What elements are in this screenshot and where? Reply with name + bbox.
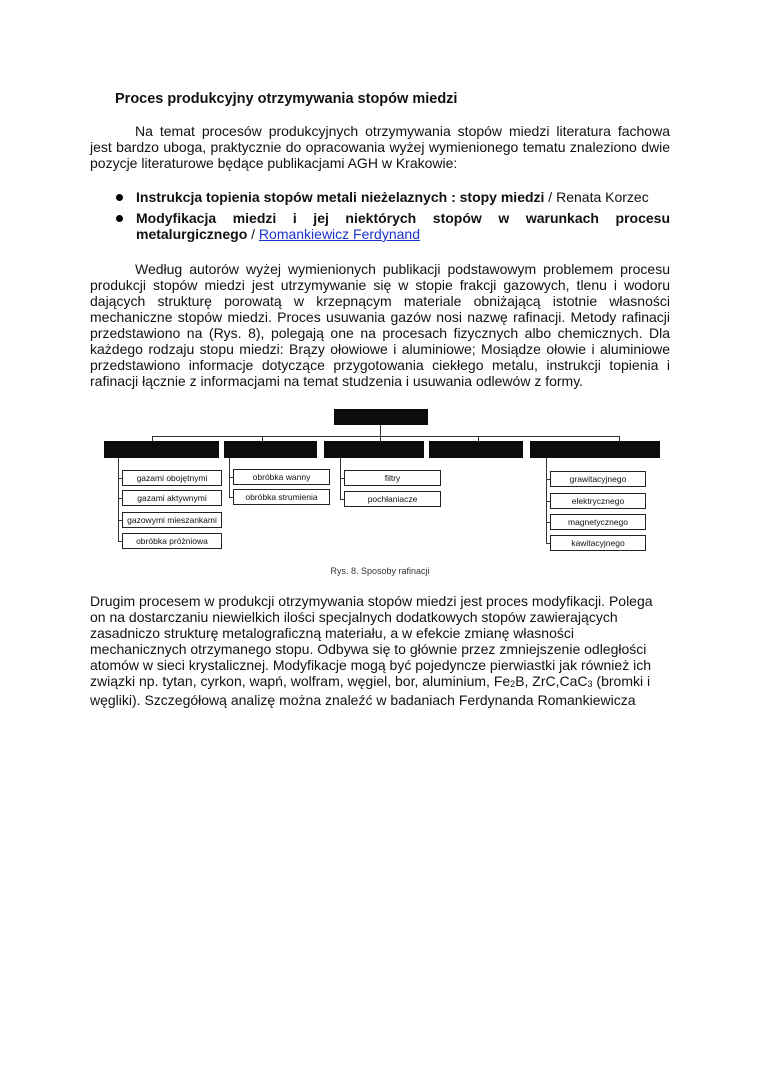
reference-title: Modyfikacja miedzi i jej niektórych stopów w warunkach procesu metalurgicznego — [136, 210, 670, 242]
list-item — [90, 210, 670, 242]
connector-line — [380, 425, 381, 436]
intro-paragraph: Na temat procesów produkcyjnych otrzymywania stopów miedzi literatura fachowa jest bardzo uboga, praktycznie do opracowania wyżej wymienionego tematu znaleziono dwie pozycje literaturowe będące publikacjami AGH w Krakowie: — [90, 123, 670, 171]
connector-line — [152, 436, 619, 437]
diagram-item: grawitacyjnego — [550, 471, 646, 487]
connector-line — [118, 458, 119, 542]
reference-separator: / — [247, 226, 259, 242]
bullet-icon — [116, 215, 123, 222]
text-run: B, ZrC,CaC — [515, 673, 588, 689]
reference-author: Renata Korzec — [556, 189, 649, 205]
diagram-item: gazami aktywnymi — [122, 490, 222, 506]
diagram-item: kawitacyjnego — [550, 535, 646, 551]
bullet-icon — [116, 194, 123, 201]
reference-separator: / — [544, 189, 557, 205]
list-item — [90, 189, 670, 205]
diagram-item: pochłaniacze — [344, 491, 441, 507]
text-run: (bromki i węgliki). Szczegółową analizę można znaleźć w badaniach Ferdynanda Romankiewicza — [90, 673, 651, 708]
reference-title: Instrukcja topienia stopów metali nieżelaznych : stopy miedzi — [136, 189, 545, 205]
reference-list — [90, 189, 670, 247]
diagram-item: obróbka strumienia — [233, 489, 330, 505]
page-title: Proces produkcyjny otrzymywania stopów miedzi — [115, 91, 458, 107]
figure-caption: Rys. 8. Sposoby rafinacji — [330, 566, 430, 576]
diagram-column-header — [530, 441, 660, 458]
diagram-root-box — [334, 409, 428, 425]
author-link[interactable]: Romankiewicz Ferdynand — [258, 226, 420, 242]
diagram-item: elektrycznego — [550, 493, 646, 509]
diagram-item: obróbka wanny — [233, 469, 330, 485]
text-run: Drugim procesem w produkcji otrzymywania stopów miedzi jest proces modyfikacji. Polega on na dostarczaniu niewielkich ilości specjalnych dodatkowych stopów zawierających zasadniczo strukturę metalograficzną materiału, a w efekcie zmianę własności mechanicznych otrzymanego stopu. Odbywa się to głównie przez zmniejszenie odległości atomów w sieci krystalicznej. Modyfikacje mogą być pojedyncze pierwiastki jak również ich związki np. tytan, cyrkon, wapń, wolfram, węgiel, bor, aluminium, Fe — [90, 593, 653, 689]
subscript: 2 — [510, 679, 516, 689]
diagram-item: gazami obojętnymi — [122, 470, 222, 486]
diagram-item: obróbka próżniowa — [122, 533, 222, 549]
diagram-column-header — [224, 441, 317, 458]
diagram-column-header — [324, 441, 424, 458]
connector-line — [229, 458, 230, 498]
diagram-column-header — [429, 441, 523, 458]
connector-line — [340, 458, 341, 500]
subscript: 3 — [587, 679, 593, 689]
diagram-column-header — [104, 441, 219, 458]
diagram-item: magnetycznego — [550, 514, 646, 530]
modification-paragraph — [90, 593, 670, 708]
diagram-item: gazowymi mieszankami — [122, 512, 222, 528]
refining-paragraph: Według autorów wyżej wymienionych publikacji podstawowym problemem procesu produkcji stopów miedzi jest utrzymywanie się w stopie frakcji gazowych, tlenu i wodoru dających strukturę porowatą w krzepnącym materiale obniżającą istotnie własności mechaniczne stopów miedzi. Proces usuwania gazów nosi nazwę rafinacji. Metody rafinacji przedstawiono na (Rys. 8), polegają one na procesach fizycznych albo chemicznych. Dla każdego rodzaju stopu miedzi: Brązy ołowiowe i aluminiowe; Mosiądze ołowie i aluminiowe przedstawiono informacje dotyczące przygotowania ciekłego metalu, instrukcji topienia i rafinacji łącznie z informacjami na temat studzenia i usuwania odlewów z formy. — [90, 261, 670, 389]
diagram-item: filtry — [344, 470, 441, 486]
